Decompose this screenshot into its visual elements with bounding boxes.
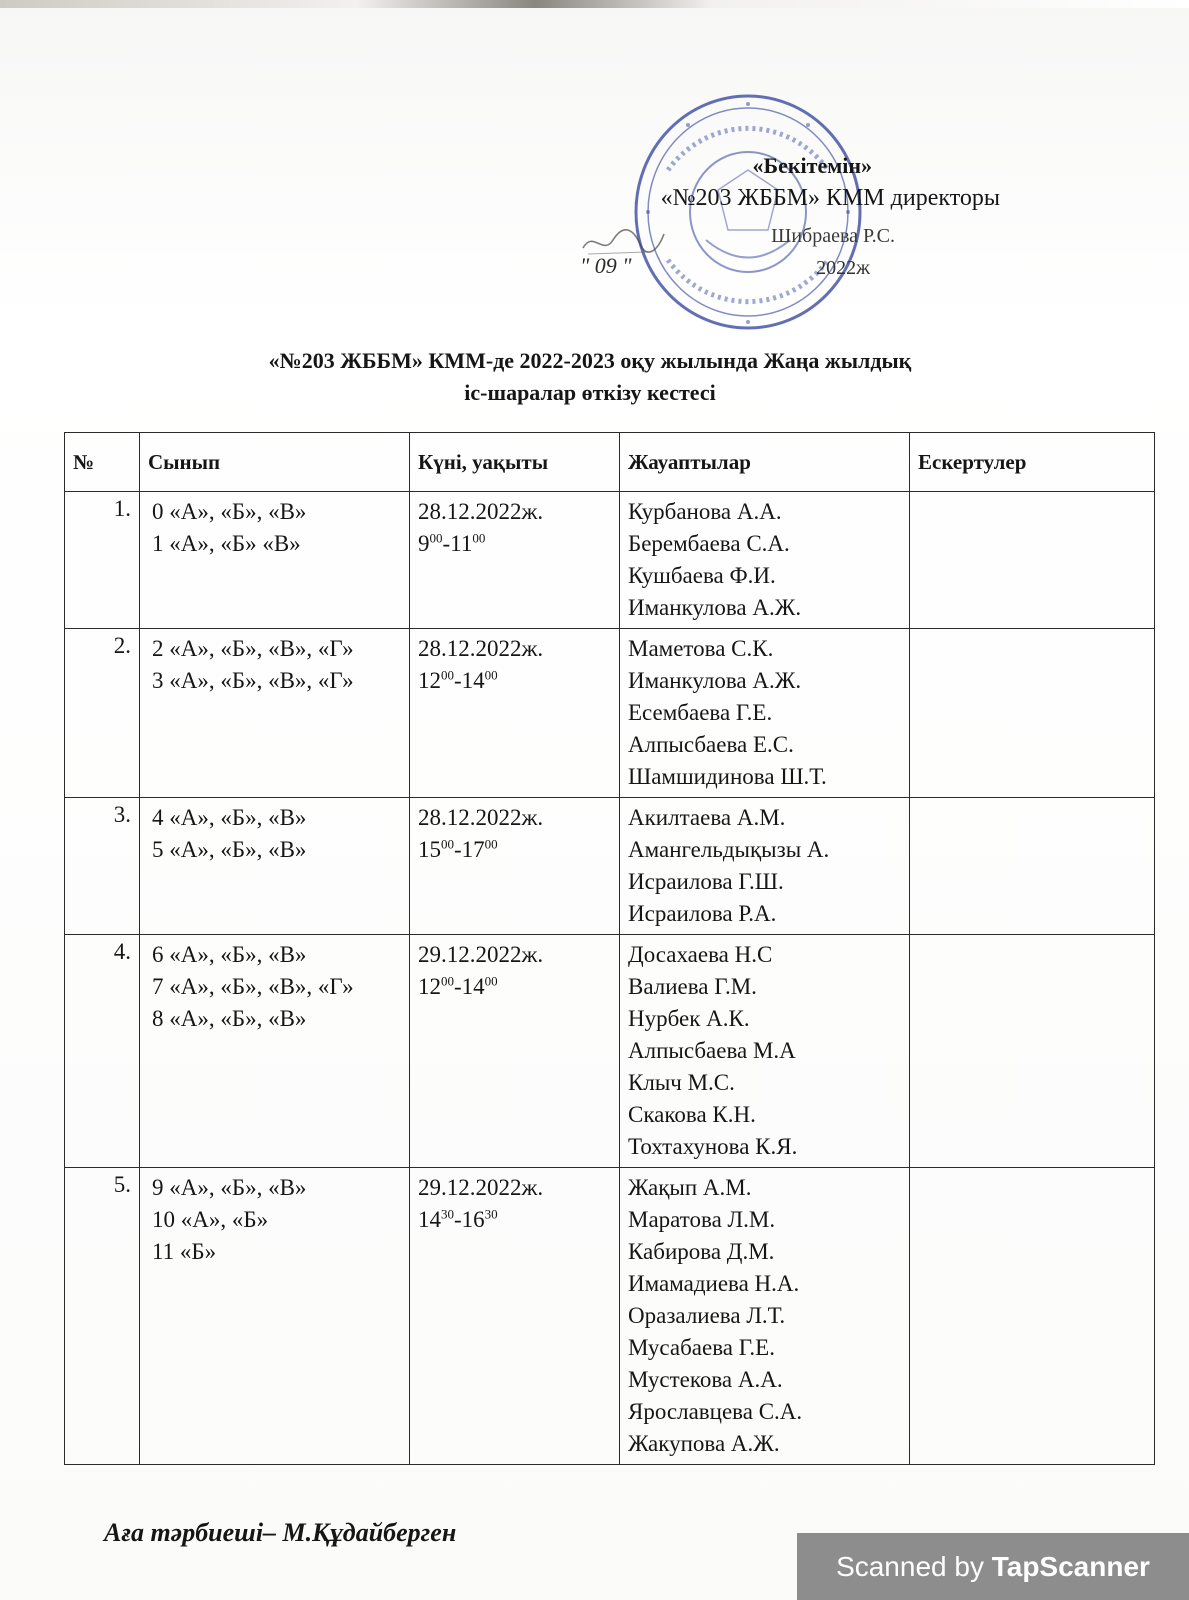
responsible-person: Валиева Г.М. [628,974,757,999]
row-datetime [410,798,620,935]
class-line: 3 «А», «Б», «В», «Г» [152,668,354,693]
responsible-person: Имамадиева Н.А. [628,1271,800,1296]
time-sep: - [454,837,462,862]
responsible-person: Шамшидинова Ш.Т. [628,764,827,789]
responsible-person: Тохтахунова К.Я. [628,1134,798,1159]
table-row [65,935,1155,1168]
row-datetime [410,1168,620,1465]
time-h2: 14 [461,974,485,999]
table-header-row [65,433,1155,492]
time-h1: 15 [418,837,441,862]
time-m2: 00 [484,973,498,989]
responsible-person: Клыч М.С. [628,1070,735,1095]
event-time [418,1204,611,1236]
row-responsible [620,492,910,629]
row-responsible [620,798,910,935]
footer-signature: Аға тәрбиеші– М.Құдайберген [104,1518,457,1547]
row-responsible [620,629,910,798]
responsible-person: Курбанова А.А. [628,499,782,524]
responsible-person: Нурбек А.К. [628,1006,750,1031]
event-time [418,834,611,866]
class-line: 1 «А», «Б» «В» [152,531,301,556]
row-number: 3. [65,798,140,935]
approval-block [560,140,1000,290]
header-datetime: Күні, уақыты [410,433,620,492]
watermark-prefix: Scanned by [836,1551,992,1582]
row-datetime [410,629,620,798]
header-class: Сынып [140,433,410,492]
time-sep: - [454,668,462,693]
approval-date: " 09 " [580,253,632,278]
responsible-person: Исраилова Г.Ш. [628,869,784,894]
responsible-person: Есембаева Г.Е. [628,700,773,725]
event-date: 29.12.2022ж. [418,942,544,967]
event-date: 28.12.2022ж. [418,499,544,524]
row-datetime [410,492,620,629]
row-number: 5. [65,1168,140,1465]
class-line: 8 «А», «Б», «В» [152,1006,307,1031]
table-row [65,1168,1155,1465]
responsible-person: Амангельдықызы А. [628,837,830,862]
responsible-person: Алпысбаева М.А [628,1038,796,1063]
class-line: 7 «А», «Б», «В», «Г» [152,974,354,999]
scanner-watermark [797,1533,1189,1600]
responsible-person: Маратова Л.М. [628,1207,776,1232]
event-time [418,971,611,1003]
header-notes: Ескертулер [910,433,1155,492]
time-h1: 12 [418,668,441,693]
time-sep: - [454,1207,462,1232]
time-m2: 00 [484,667,498,683]
signature-icon [578,220,668,260]
header-number: № [65,433,140,492]
row-classes [140,935,410,1168]
responsible-person: Маметова С.К. [628,636,774,661]
class-line: 11 «Б» [152,1239,217,1264]
time-h1: 14 [418,1207,441,1232]
responsible-person: Акилтаева А.М. [628,805,786,830]
row-classes [140,1168,410,1465]
responsible-person: Кабирова Д.М. [628,1239,775,1264]
responsible-person: Исраилова Р.А. [628,901,777,926]
time-sep: - [442,531,451,556]
time-h2: 17 [461,837,485,862]
row-notes [910,798,1155,935]
class-line: 4 «А», «Б», «В» [152,805,307,830]
event-time [418,665,611,697]
header-responsible: Жауаптылар [620,433,910,492]
row-notes [910,1168,1155,1465]
schedule-table [64,432,1155,1465]
responsible-person: Берембаева С.А. [628,531,790,556]
time-m1: 00 [441,667,454,683]
responsible-person: Ярославцева С.А. [628,1399,803,1424]
row-classes [140,629,410,798]
row-number: 4. [65,935,140,1168]
responsible-person: Иманкулова А.Ж. [628,595,802,620]
event-date: 28.12.2022ж. [418,636,544,661]
document-title [150,345,1030,409]
table-row [65,492,1155,629]
class-line: 5 «А», «Б», «В» [152,837,307,862]
responsible-person: Иманкулова А.Ж. [628,668,802,693]
row-classes [140,798,410,935]
title-line-2: іс-шаралар өткізу кестесі [464,380,716,405]
responsible-person: Мусабаева Г.Е. [628,1335,775,1360]
row-number: 1. [65,492,140,629]
class-line: 9 «А», «Б», «В» [152,1175,307,1200]
time-m1: 00 [441,973,454,989]
row-number: 2. [65,629,140,798]
time-m1: 00 [429,530,443,546]
time-m1: 00 [441,836,454,852]
responsible-person: Жақып А.М. [628,1175,752,1200]
class-line: 10 «А», «Б» [152,1207,269,1232]
time-m2: 00 [472,530,486,546]
time-sep: - [454,974,462,999]
approval-title: «Бекітемін» [752,153,872,178]
row-responsible [620,935,910,1168]
time-h1: 9 [418,531,430,556]
row-notes [910,492,1155,629]
row-classes [140,492,410,629]
approval-director-name: Шибраева Р.С. [771,225,895,247]
responsible-person: Скакова К.Н. [628,1102,756,1127]
row-responsible [620,1168,910,1465]
table-body [65,492,1155,1465]
approval-year: 2022ж [816,257,870,279]
time-m2: 00 [484,836,498,852]
event-date: 29.12.2022ж. [418,1175,544,1200]
row-notes [910,629,1155,798]
responsible-person: Оразалиева Л.Т. [628,1303,786,1328]
class-line: 0 «А», «Б», «В» [152,499,307,524]
row-notes [910,935,1155,1168]
responsible-person: Алпысбаева Е.С. [628,732,794,757]
responsible-person: Жакупова А.Ж. [628,1431,780,1456]
time-h2: 11 [450,531,473,556]
table-row [65,629,1155,798]
time-h2: 16 [461,1207,485,1232]
watermark-brand: TapScanner [991,1551,1150,1582]
class-line: 6 «А», «Б», «В» [152,942,307,967]
responsible-person: Кушбаева Ф.И. [628,563,776,588]
row-datetime [410,935,620,1168]
time-m1: 30 [441,1206,454,1222]
class-line: 2 «А», «Б», «В», «Г» [152,636,354,661]
page-top-edge [0,0,1189,8]
table-row [65,798,1155,935]
event-time [418,528,611,560]
title-line-1: «№203 ЖББМ» КММ-де 2022-2023 оқу жылында Жаңа жылдық [268,348,912,373]
time-h1: 12 [418,974,441,999]
responsible-person: Досахаева Н.С [628,942,773,967]
time-m2: 30 [484,1206,498,1222]
responsible-person: Мустекова А.А. [628,1367,783,1392]
time-h2: 14 [461,668,485,693]
approval-director-line: «№203 ЖББМ» КММ директоры [660,185,1000,211]
event-date: 28.12.2022ж. [418,805,544,830]
